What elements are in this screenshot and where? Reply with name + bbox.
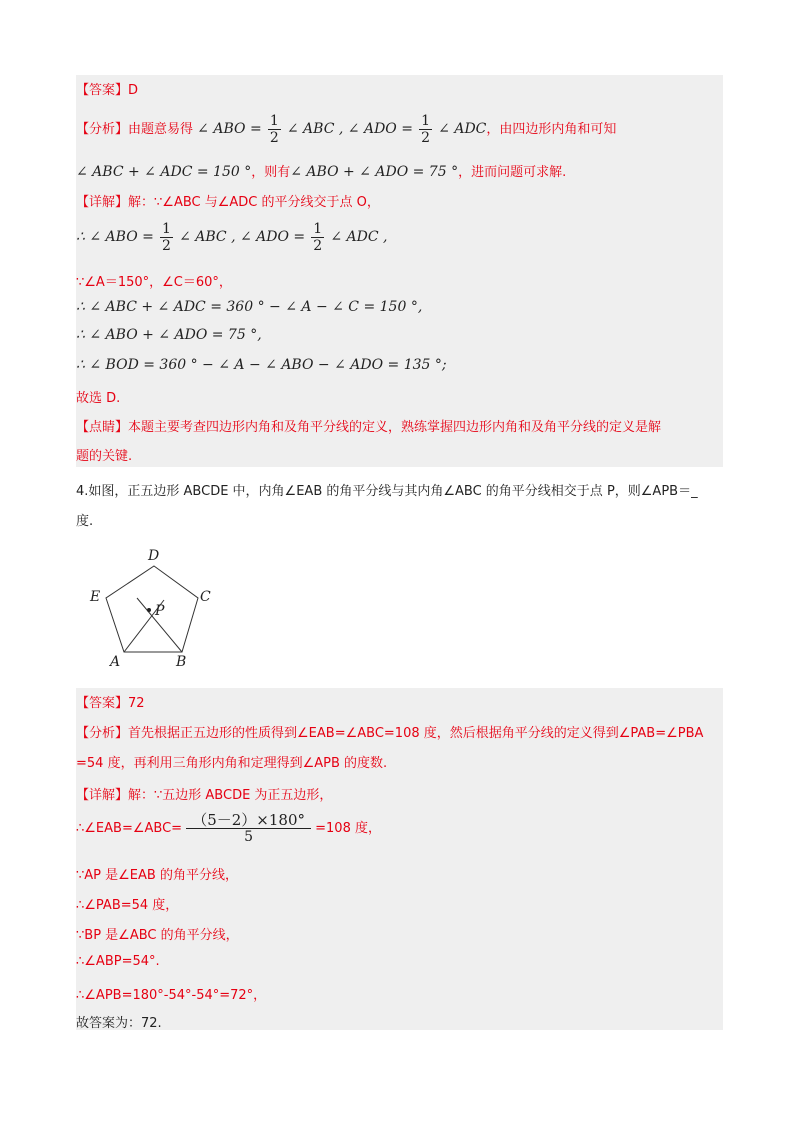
math-expression: ∠ ABC , ∠ ADO = bbox=[286, 121, 413, 137]
analysis-line-1 bbox=[76, 722, 703, 741]
solution-block-2 bbox=[76, 688, 723, 1030]
comment-line-2: 题的关键. bbox=[76, 449, 133, 464]
label-b: B bbox=[176, 654, 187, 670]
analysis-text: 由题意易得 bbox=[128, 122, 194, 137]
point-p bbox=[147, 608, 151, 612]
fraction bbox=[268, 113, 281, 146]
math-expression: ∠ ABO = bbox=[197, 121, 262, 137]
fraction bbox=[160, 221, 173, 254]
math-expression: ∠ ABC , ∠ ADO = bbox=[179, 229, 306, 245]
question-line-1: 4.如图，正五边形 ABCDE 中，内角∠EAB 的角平分线与其内角∠ABC 的角平分线相交于点 P，则∠APB＝_ bbox=[76, 484, 698, 499]
detail-line-1 bbox=[76, 221, 387, 254]
analysis-text: 首先根据正五边形的性质得到∠EAB=∠ABC=108 度，然后根据角平分线的定义得到∠PAB=∠PBA bbox=[128, 726, 704, 741]
detail-line-4: ∴ ∠ ABO + ∠ ADO = 75 °, bbox=[76, 327, 262, 343]
answer-line bbox=[76, 79, 138, 98]
detail-line-6: ∴∠APB=180°-54°-54°=72°， bbox=[76, 988, 267, 1003]
comment-text: 本题主要考查四边形内角和及角平分线的定义，熟练掌握四边形内角和及角平分线的定义是解 bbox=[128, 420, 662, 435]
detail-intro-line bbox=[76, 191, 380, 210]
fraction bbox=[419, 113, 432, 146]
detail-line-7: 故答案为：72. bbox=[76, 1016, 162, 1031]
label-e: E bbox=[90, 589, 101, 605]
fraction-numerator: （5－2）×180° bbox=[186, 812, 311, 829]
detail-intro-line bbox=[76, 784, 332, 803]
detail-line-3: ∴ ∠ ABC + ∠ ADC = 360 ° − ∠ A − ∠ C = 150 °, bbox=[76, 299, 423, 315]
comment-line-1 bbox=[76, 416, 661, 435]
analysis-text: ，则有 bbox=[251, 165, 291, 180]
answer-tag: 【答案】 bbox=[76, 83, 129, 98]
detail-line-1 bbox=[76, 812, 381, 845]
answer-value: 72 bbox=[128, 696, 145, 711]
math-expression: ∴ ∠ ABO = bbox=[76, 229, 154, 245]
math-expression: ∠ ABO + ∠ ADO = 75 ° bbox=[290, 164, 459, 180]
fraction-denominator: 2 bbox=[313, 238, 323, 254]
detail-line-5: ∴ ∠ BOD = 360 ° − ∠ A − ∠ ABO − ∠ ADO = 135 °; bbox=[76, 357, 447, 373]
detail-text: 解：∵五边形 ABCDE 为正五边形， bbox=[128, 788, 333, 803]
fraction-denominator: 2 bbox=[421, 130, 431, 146]
analysis-line-2 bbox=[76, 161, 566, 180]
fraction-denominator: 5 bbox=[244, 829, 254, 845]
fraction-numerator: 1 bbox=[269, 113, 279, 129]
math-expression: ∠ ABC + ∠ ADC = 150 ° bbox=[76, 164, 252, 180]
detail-tag: 【详解】 bbox=[76, 195, 129, 210]
fraction-denominator: 2 bbox=[162, 238, 171, 254]
label-c: C bbox=[200, 589, 211, 605]
answer-line bbox=[76, 692, 145, 711]
math-expression: ∠ ADC bbox=[438, 121, 487, 137]
question-line-2: 度. bbox=[76, 514, 94, 529]
solution-block-1 bbox=[76, 75, 723, 467]
analysis-line-2: =54 度，再利用三角形内角和定理得到∠APB 的度数. bbox=[76, 756, 388, 771]
analysis-tag: 【分析】 bbox=[76, 726, 129, 741]
fraction bbox=[186, 812, 311, 845]
fraction-numerator: 1 bbox=[162, 221, 171, 237]
detail-text: ∴∠EAB=∠ABC= bbox=[76, 821, 183, 836]
fraction-numerator: 1 bbox=[421, 113, 431, 129]
pentagon-figure bbox=[80, 540, 220, 672]
label-a: A bbox=[110, 654, 121, 670]
fraction-denominator: 2 bbox=[269, 130, 279, 146]
detail-line-3: ∴∠PAB=54 度， bbox=[76, 898, 179, 913]
detail-line-4: ∵BP 是∠ABC 的角平分线， bbox=[76, 928, 239, 943]
analysis-tag: 【分析】 bbox=[76, 122, 129, 137]
detail-line-2: ∵AP 是∠EAB 的角平分线， bbox=[76, 868, 238, 883]
detail-text: 解：∵∠ABC 与∠ADC 的平分线交于点 O， bbox=[128, 195, 380, 210]
label-d: D bbox=[148, 548, 160, 564]
analysis-text: ，进而问题可求解. bbox=[458, 165, 567, 180]
label-p: P bbox=[155, 603, 165, 619]
math-expression: ∠ ADC , bbox=[330, 229, 388, 245]
detail-line-6: 故选 D. bbox=[76, 391, 121, 406]
comment-tag: 【点睛】 bbox=[76, 420, 129, 435]
analysis-text: ，由四边形内角和可知 bbox=[486, 122, 617, 137]
fraction-numerator: 1 bbox=[313, 221, 323, 237]
detail-line-5: ∴∠ABP=54°. bbox=[76, 954, 160, 969]
answer-value: D bbox=[128, 83, 139, 98]
fraction bbox=[311, 221, 324, 254]
detail-text: =108 度， bbox=[315, 821, 381, 836]
answer-tag: 【答案】 bbox=[76, 696, 129, 711]
analysis-line-1 bbox=[76, 113, 616, 146]
detail-line-2: ∵∠A＝150°，∠C＝60°， bbox=[76, 275, 232, 290]
detail-tag: 【详解】 bbox=[76, 788, 129, 803]
pentagon-outline bbox=[106, 566, 198, 652]
